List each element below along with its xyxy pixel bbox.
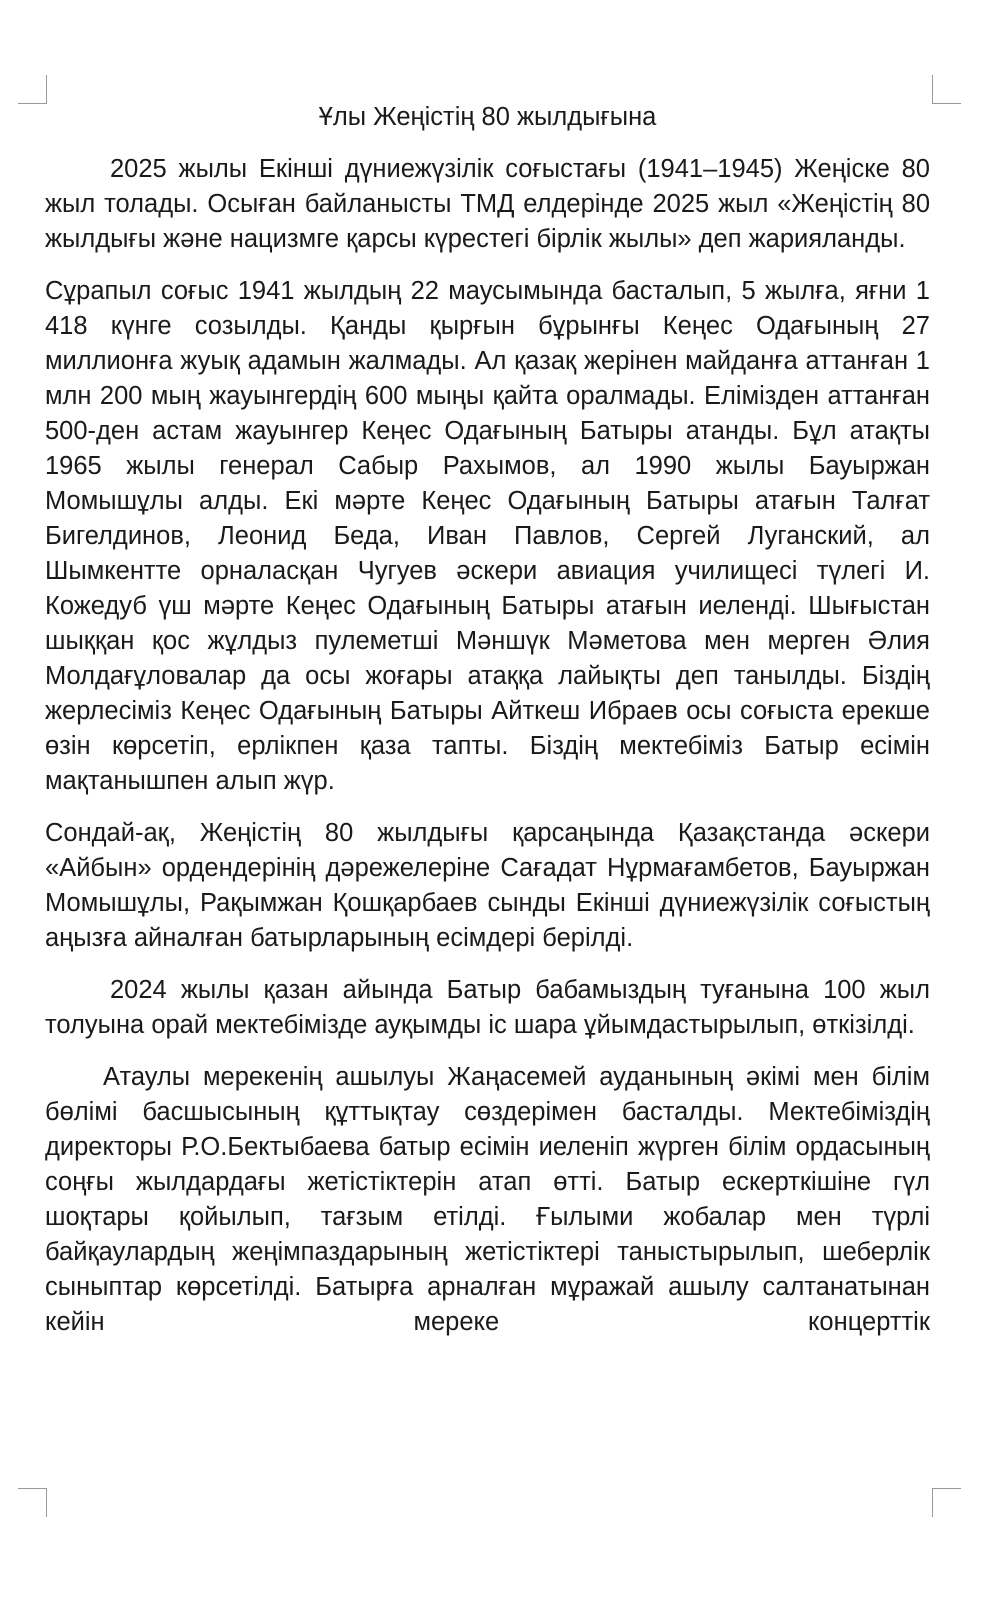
crop-mark-bottom-right (932, 1488, 961, 1517)
paragraph-5: Атаулы мерекенің ашылуы Жаңасемей ауданының әкімі мен білім бөлімі басшысының құттықтау сөздерімен басталды. Мектебіміздің директоры Р.О.Бектыбаева батыр есімін иеленіп жүрген білім ордасының соңғы жылдардағы жетістіктерін атап өтті. Батыр ескерткішіне гүл шоқтары қойылып, тағзым етілді. Ғылыми жобалар мен түрлі байқаулардың жеңімпаздарының жетістіктері таныстырылып, шеберлік сыныптар көрсетілді. Батырға арналған мұражай ашылу салтанатынан кейін мереке концерттік (45, 1063, 930, 1336)
paragraph-2: Сұрапыл соғыс 1941 жылдың 22 маусымында басталып, 5 жылға, яғни 1 418 күнге созылды. Қанды қырғын бұрынғы Кеңес Одағының 27 миллионға жуық адамын жалмады. Ал қазақ жерінен майданға аттанған 1 млн 200 мың жауынгердің 600 мыңы қайта оралмады. Елімізден аттанған 500-ден астам жауынгер Кеңес Одағының Батыры атанды. Бұл атақты 1965 жылы генерал Сабыр Рахымов, ал 1990 жылы Бауыржан Момышұлы алды. Екі мәрте Кеңес Одағының Батыры атағын Талғат Бигелдинов, Леонид Беда, Иван Павлов, Сергей Луганский, ал Шымкентте орналасқан Чугуев әскери авиация училищесі түлегі И. Кожедуб үш мәрте Кеңес Одағының Батыры атағын иеленді. Шығыстан шыққан қос жұлдыз пулеметші Мәншүк Мәметова мен мерген Әлия Молдағұловалар да осы жоғары атаққа лайықты деп танылды. Біздің жерлесіміз Кеңес Одағының Батыры Айткеш Ибраев осы соғыста ерекше өзін көрсетіп, ерлікпен қаза тапты. Біздің мектебіміз Батыр есімін мақтанышпен алып жүр. (45, 277, 930, 795)
paragraph-1: 2025 жылы Екінші дүниежүзілік соғыстағы (1941–1945) Жеңіске 80 жыл толады. Осыған байланысты ТМД елдерінде 2025 жыл «Жеңістің 80 жылдығы және нацизмге қарсы күрестегі бірлік жылы» деп жарияланды. (45, 155, 930, 253)
crop-mark-bottom-left (18, 1488, 47, 1517)
paragraph-4: 2024 жылы қазан айында Батыр бабамыздың туғанына 100 жыл толуына орай мектебімізде ауқымды іс шара ұйымдастырылып, өткізілді. (45, 976, 930, 1039)
paragraph-3: Сондай-ақ, Жеңістің 80 жылдығы қарсаңында Қазақстанда әскери «Айбын» ордендерінің дәрежелеріне Сағадат Нұрмағамбетов, Бауыржан Момышұлы, Рақымжан Қошқарбаев сынды Екінші дүниежүзілік соғыстың аңызға айналған батырларының есімдері берілді. (45, 819, 930, 952)
document-body (45, 100, 930, 1340)
document-title: Ұлы Жеңістің 80 жылдығына (318, 103, 657, 131)
crop-mark-top-left (18, 75, 47, 104)
crop-mark-top-right (932, 75, 961, 104)
